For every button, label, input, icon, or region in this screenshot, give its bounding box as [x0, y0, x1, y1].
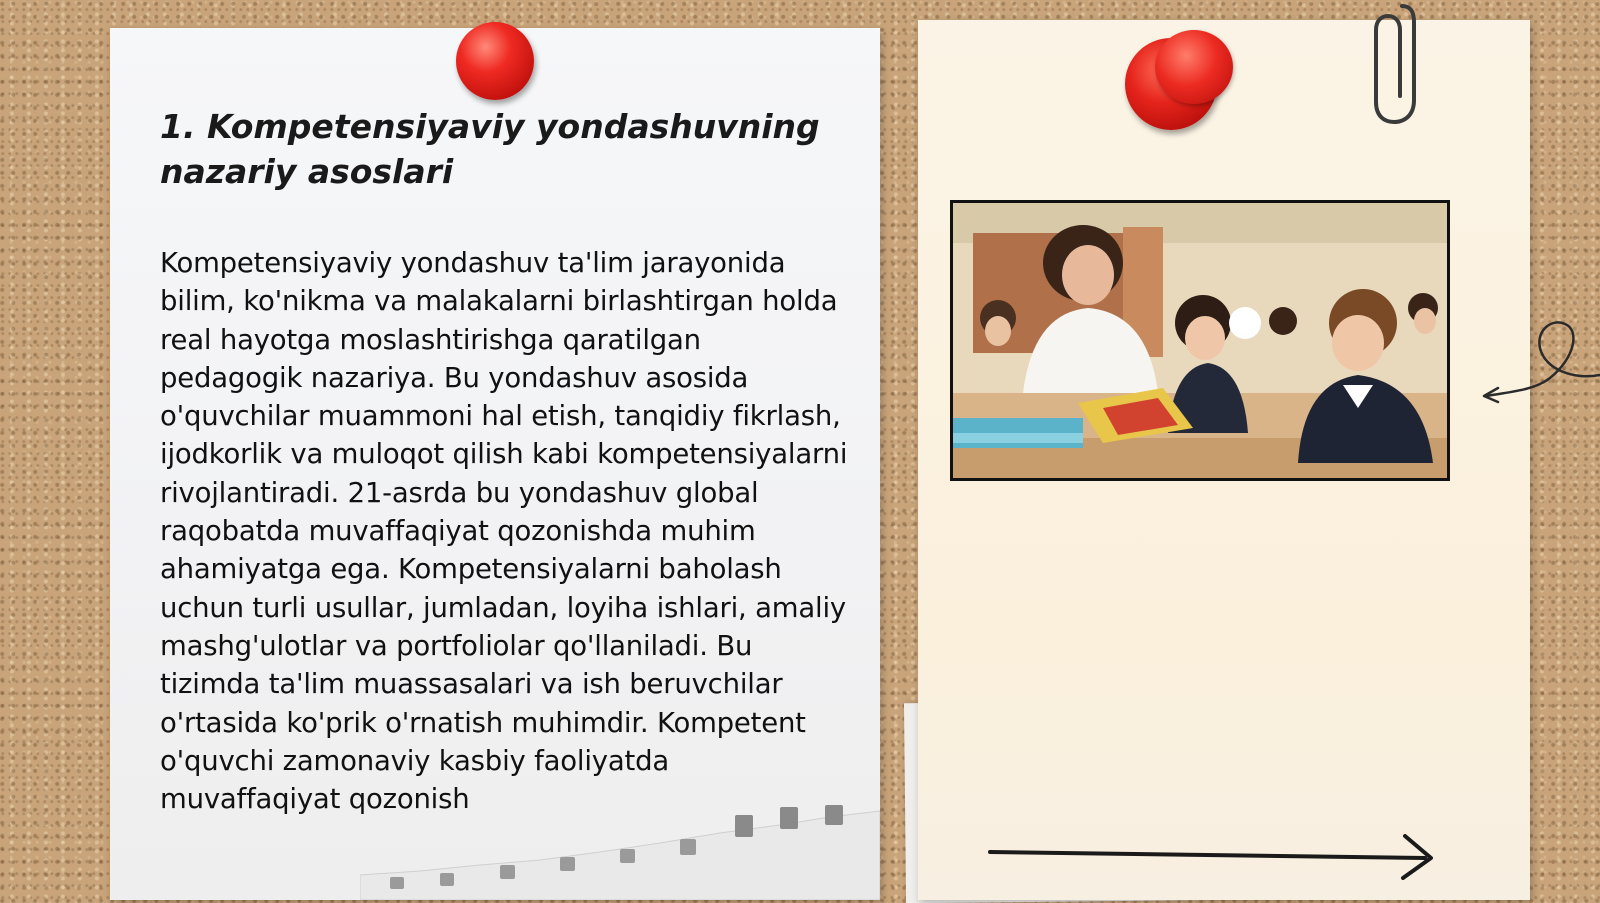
torn-paper-decoration	[360, 805, 880, 900]
slide-title: 1. Kompetensiyaviy yondashuvning nazariy asoslari	[160, 107, 820, 191]
classroom-photo	[950, 200, 1450, 481]
slide-body-text: Kompetensiyaviy yondashuv ta'lim jarayonida bilim, ko'nikma va malakalarni birlashtirgan holda real hayotga moslashtirishga qaratilgan pedagogik nazariya. Bu yondashuv asosida o'quvchilar muammoni hal etish, tanqidiy fikrlash, ijodkorlik va muloqot qilish kabi kompetensiyalarni rivojlantiradi. 21-asrda bu yondashuv global raqobatda muvaffaqiyat qozonishda muhim ahamiyatga ega. Kompetensiyalarni baholash uchun turli usullar, jumladan, loyiha ishlari, amaliy mashg'ulotlar va portfoliolar qo'llaniladi. Bu tizimda ta'lim muassasalari va ish beruvchilar o'rtasida ko'prik o'rnatish muhimdir. Kompetent o'quvchi zamonaviy kasbiy faoliyatda muvaffaqiyat qozonish	[160, 247, 848, 816]
red-push-pin-icon	[456, 22, 534, 100]
paperclip-icon	[1372, 0, 1418, 128]
arrow-right-icon	[985, 830, 1445, 880]
red-push-pin-icon	[1155, 30, 1233, 104]
curly-arrow-doodle-icon	[1480, 310, 1600, 410]
